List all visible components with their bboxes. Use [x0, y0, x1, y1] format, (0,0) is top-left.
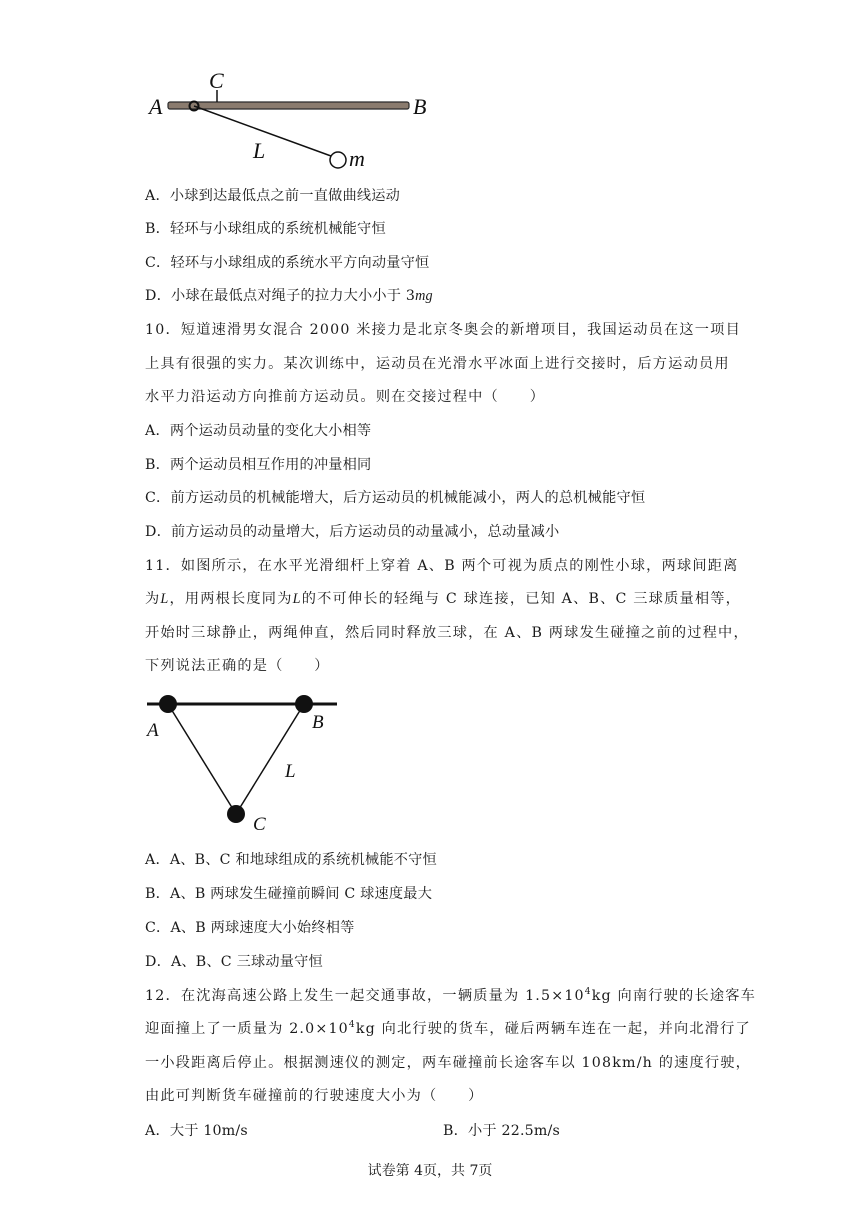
ball-c: [227, 805, 245, 823]
q10-stem-line-3: 水平力沿运动方向推前方运动员。则在交接过程中（ ）: [145, 389, 546, 405]
figure-three-balls: [140, 690, 350, 840]
rope-bc: [236, 704, 304, 814]
q12-stem-line-3: 一小段距离后停止。根据测速仪的测定，两车碰撞前长途客车以 108km/h 的速度行驶，: [145, 1055, 752, 1071]
q12-stem-1a: 12．在沈海高速公路上发生一起交通事故，一辆质量为 1.5×10: [145, 988, 585, 1004]
rod-ab: [168, 102, 409, 109]
q10-option-b: B．两个运动员相互作用的冲量相同: [145, 457, 372, 473]
q12-stem-line-4: 由此可判断货车碰撞前的行驶速度大小为（ ）: [145, 1088, 484, 1104]
label-m: m: [349, 146, 365, 171]
q11-stem-2c: 的不可伸长的轻绳与 C 球连接，已知 A、B、C 三球质量相等，: [301, 591, 742, 607]
q12-stem-2b: kg 向北行驶的货车，碰后两辆车连在一起，并向北滑行了: [355, 1021, 751, 1037]
q12-stem-2-sup: 4: [348, 1020, 356, 1030]
q11-stem-line-1: 11．如图所示，在水平光滑细杆上穿着 A、B 两个可视为质点的刚性小球，两球间距离: [145, 558, 739, 574]
q12-option-b: B．小于 22.5m/s: [443, 1123, 561, 1139]
ball-b: [295, 695, 313, 713]
q9-option-a: A．小球到达最低点之前一直做曲线运动: [145, 188, 401, 204]
q12-stem-line-2: [145, 1019, 751, 1039]
q12-stem-line-1: [145, 986, 756, 1006]
figure-ring-pendulum: [140, 60, 450, 180]
q9-option-b: B．轻环与小球组成的系统机械能守恒: [145, 221, 386, 237]
label-l: L: [285, 761, 296, 782]
label-c: C: [209, 68, 224, 93]
q11-stem-l2: L: [292, 591, 302, 607]
page-footer: 试卷第 4页，共 7页: [367, 1163, 493, 1179]
label-a: A: [149, 94, 163, 119]
q11-stem-line-4: 下列说法正确的是（ ）: [145, 658, 330, 674]
q10-option-a: A．两个运动员动量的变化大小相等: [145, 423, 372, 439]
q10-stem-line-2: 上具有很强的实力。某次训练中，运动员在光滑水平冰面上进行交接时，后方运动员用: [145, 356, 730, 372]
q11-option-d: D．A、B、C 三球动量守恒: [145, 954, 323, 970]
q11-option-a: A．A、B、C 和地球组成的系统机械能不守恒: [145, 852, 437, 868]
q12-stem-1-sup: 4: [584, 987, 592, 997]
q11-stem-2a: 为: [145, 591, 161, 607]
label-b: B: [413, 94, 427, 119]
q10-stem-line-1: 10．短道速滑男女混合 2000 米接力是北京冬奥会的新增项目，我国运动员在这一项目: [145, 322, 741, 338]
label-a: A: [147, 720, 159, 741]
q9-option-c: C．轻环与小球组成的系统水平方向动量守恒: [145, 255, 430, 271]
q11-option-c: C．A、B 两球速度大小始终相等: [145, 920, 355, 936]
ball-a: [159, 695, 177, 713]
q12-option-a: A．大于 10m/s: [145, 1123, 248, 1139]
q9-option-d: [145, 286, 433, 306]
label-b: B: [312, 712, 324, 733]
q11-stem-line-3: 开始时三球静止，两绳伸直，然后同时释放三球，在 A、B 两球发生碰撞之前的过程中，: [145, 625, 749, 641]
label-c: C: [253, 814, 266, 835]
q11-stem-line-2: [145, 589, 741, 609]
rope-ac: [168, 704, 236, 814]
q12-stem-2a: 迎面撞上了一质量为 2.0×10: [145, 1021, 349, 1037]
q9-option-d-mg: mg: [415, 288, 433, 304]
ball-m: [330, 152, 346, 168]
q11-option-b: B．A、B 两球发生碰撞前瞬间 C 球速度最大: [145, 886, 433, 902]
q11-stem-2b: ，用两根长度同为: [169, 591, 293, 607]
q9-option-d-text: D．小球在最低点对绳子的拉力大小小于 3: [145, 288, 416, 304]
q10-option-d: D．前方运动员的动量增大，后方运动员的动量减小，总动量减小: [145, 524, 560, 540]
label-l: L: [253, 138, 266, 163]
q10-option-c: C．前方运动员的机械能增大，后方运动员的机械能减小，两人的总机械能守恒: [145, 490, 646, 506]
q12-stem-1b: kg 向南行驶的长途客车: [591, 988, 756, 1004]
q11-stem-l1: L: [160, 591, 170, 607]
